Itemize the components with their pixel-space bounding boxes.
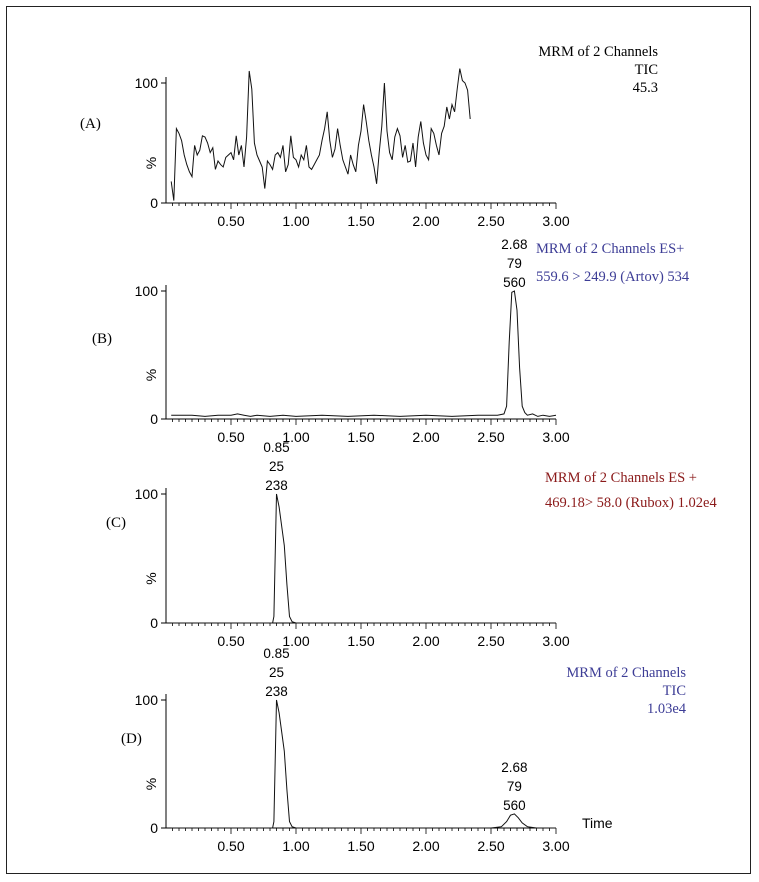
panel-c-peak-1-line-2: 25	[268, 459, 285, 474]
panel-a-label: (A)	[80, 116, 101, 132]
panel-b-header-line-1: MRM of 2 Channels ES+	[536, 241, 685, 257]
panel-d-x-tick-label: 1.50	[347, 838, 375, 854]
panel-d-peak-1-line-2: 25	[268, 665, 285, 680]
panel-b-y-tick-label: 0	[150, 411, 158, 427]
panel-b-peak-1-line-3: 560	[503, 275, 526, 290]
panel-c-peak-1-line-1: 0.85	[263, 440, 290, 455]
panel-a-header-line-3: 45.3	[632, 80, 658, 96]
panel-d-header-line-3: 1.03e4	[646, 701, 686, 717]
panel-c-peak-1-line-3: 238	[265, 478, 288, 493]
panel-c-y-tick-label: 100	[134, 486, 158, 502]
panel-a-x-tick-label: 2.00	[412, 213, 440, 229]
panel-c-y-tick-label: 0	[150, 615, 158, 631]
panel-b-x-tick-label: 2.50	[477, 429, 505, 445]
panel-d-peak-2-line-2: 79	[506, 778, 522, 794]
panel-a-x-tick-label: 2.50	[477, 213, 505, 229]
panel-a-x-tick-label: 1.50	[347, 213, 375, 229]
panel-a-x-tick-label: 3.00	[542, 213, 570, 229]
panel-b-y-tick-label: 100	[134, 283, 158, 299]
panel-d-x-tick-label: 3.00	[542, 838, 570, 854]
panel-a-y-label: %	[143, 156, 159, 170]
panel-b-peak-1-line-1: 2.68	[501, 237, 528, 252]
panel-c-x-tick-label: 1.50	[347, 633, 375, 649]
panel-a-x-tick-label: 1.00	[282, 213, 310, 229]
panel-b-x-tick-label: 3.00	[542, 429, 570, 445]
panel-c-header-line-1: MRM of 2 Channels ES +	[545, 470, 697, 486]
panel-b-x-tick-label: 1.00	[282, 429, 310, 445]
panel-b-header-line-2: 559.6 > 249.9 (Artov) 534	[536, 269, 690, 285]
panel-d-header-line-1: MRM of 2 Channels	[566, 665, 686, 681]
panel-d-x-tick-label: 0.50	[217, 838, 245, 854]
panel-d-y-label: %	[143, 777, 159, 791]
panel-d-y-tick-label: 100	[134, 692, 158, 708]
panel-a-header-line-1: MRM of 2 Channels	[538, 44, 658, 60]
panel-c-trace	[171, 494, 556, 623]
panel-c-x-tick-label: 1.00	[282, 633, 310, 649]
panel-d-peak-1-line-1: 0.85	[263, 646, 290, 661]
panel-b-x-tick-label: 2.00	[412, 429, 440, 445]
panel-c-label: (C)	[106, 515, 126, 531]
panel-a-trace	[171, 69, 470, 201]
panel-c-x-tick-label: 2.50	[477, 633, 505, 649]
panel-b-peak-1-line-2: 79	[506, 256, 522, 271]
panel-c-y-label: %	[143, 572, 159, 585]
panel-a-x-tick-label: 0.50	[217, 213, 245, 229]
panel-c-x-tick-label: 2.00	[412, 633, 440, 649]
panel-c-header-line-2: 469.18> 58.0 (Rubox) 1.02e4	[545, 495, 717, 511]
panel-d-x-tick-label: 2.00	[412, 838, 440, 854]
panel-b-x-tick-label: 0.50	[217, 429, 245, 445]
panel-d-peak-1-line-3: 238	[265, 684, 288, 699]
panel-a-y-tick-label: 0	[150, 195, 158, 211]
panel-a-header-line-2: TIC	[634, 62, 658, 78]
panel-d-label: (D)	[121, 731, 142, 747]
panel-b-trace	[171, 291, 556, 416]
time-axis-label: Time	[582, 815, 613, 831]
panel-b-x-tick-label: 1.50	[347, 429, 375, 445]
panel-c-x-tick-label: 0.50	[217, 633, 245, 649]
panel-a-y-tick-label: 100	[134, 75, 158, 91]
panel-d-peak-2-line-1: 2.68	[501, 759, 528, 775]
panel-d-peak-2-line-3: 560	[503, 797, 526, 813]
panel-d-x-tick-label: 1.00	[282, 838, 310, 854]
panel-b-label: (B)	[92, 331, 112, 347]
panel-d-y-tick-label: 0	[150, 820, 158, 836]
panel-b-y-label: %	[143, 368, 159, 382]
panel-d-x-tick-label: 2.50	[477, 838, 505, 854]
panel-c-x-tick-label: 3.00	[542, 633, 570, 649]
panel-d-trace	[171, 700, 556, 828]
panel-d-header-line-2: TIC	[662, 683, 686, 699]
